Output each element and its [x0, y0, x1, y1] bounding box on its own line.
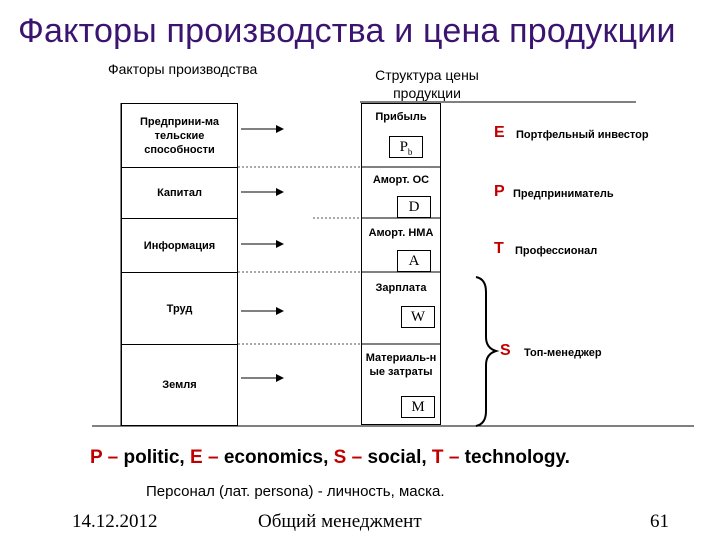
investor-text-top-manager: Топ-менеджер	[524, 347, 602, 359]
investor-text-portfolio: Портфельный инвестор	[516, 129, 649, 141]
price-label-profit: Прибыль	[375, 111, 427, 123]
legend-technology: technology.	[464, 447, 570, 468]
factor-box-labor: Труд	[121, 272, 238, 345]
symbol-depreciation-intangible: A	[397, 250, 431, 272]
pest-legend: P – politic, E – economics, S – social, T – technology.	[90, 447, 570, 468]
legend-t-letter: T	[431, 447, 444, 468]
persona-note: Персонал (лат. persona) - личность, маска.	[146, 483, 445, 500]
legend-e-letter: E	[190, 447, 203, 468]
factor-box-information: Информация	[121, 218, 238, 273]
factor-box-entrepreneurship: Предприни-ма тельские способности	[121, 103, 238, 168]
investor-text-entrepreneur: Предприниматель	[513, 188, 614, 200]
symbol-wages: W	[401, 306, 435, 328]
price-structure-header: Структура цены продукции	[375, 67, 479, 101]
factors-header: Факторы производства	[108, 61, 258, 77]
slide-title: Факторы производства и цена продукции	[18, 12, 676, 50]
symbol-depreciation-fixed: D	[397, 196, 431, 218]
footer-course: Общий менеджмент	[258, 511, 422, 532]
symbol-materials: M	[401, 396, 435, 418]
legend-politic: politic,	[123, 447, 185, 468]
price-label-depreciation-intangible: Аморт. НМА	[368, 227, 434, 239]
footer-date: 14.12.2012	[72, 511, 158, 532]
price-label-materials: Материаль-н ые затраты	[365, 352, 437, 378]
investor-letter-t: T	[494, 240, 504, 257]
investor-letter-s: S	[500, 342, 511, 359]
brace-shape	[476, 277, 496, 426]
legend-s-letter: S	[333, 447, 347, 468]
legend-economics: economics,	[223, 447, 329, 468]
legend-p-letter: P	[90, 447, 103, 468]
legend-social: social,	[367, 447, 427, 468]
factor-box-capital: Капитал	[121, 167, 238, 219]
symbol-profit: $P_b$	[389, 136, 423, 158]
footer-page-number: 61	[650, 511, 669, 532]
investor-text-professional: Профессионал	[515, 245, 598, 257]
factor-box-land: Земля	[121, 344, 238, 426]
price-label-depreciation-fixed: Аморт. ОС	[372, 174, 430, 186]
investor-letter-p: P	[494, 183, 505, 200]
investor-letter-e: E	[494, 124, 505, 141]
price-label-wages: Зарплата	[375, 282, 427, 294]
